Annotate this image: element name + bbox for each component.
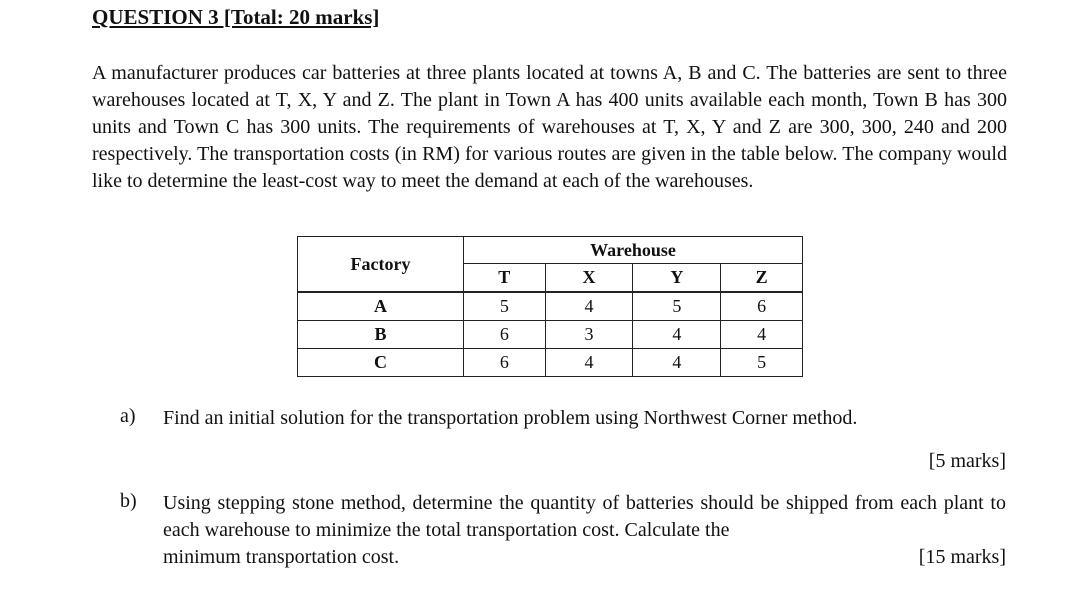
cost-cell: 4 xyxy=(545,292,633,321)
cost-cell: 6 xyxy=(464,349,546,377)
column-header-y: Y xyxy=(633,264,721,293)
cost-cell: 5 xyxy=(464,292,546,321)
table-row xyxy=(298,321,803,349)
question-b-text: Using stepping stone method, determine the quantity of batteries should be shipped from each plant to each warehouse to minimize the total transportation cost. Calculate the xyxy=(163,492,1006,541)
table-row xyxy=(298,292,803,321)
question-heading: QUESTION 3 [Total: 20 marks] xyxy=(92,5,380,29)
question-b-label: b) xyxy=(120,490,137,512)
row-label-b: B xyxy=(298,321,464,349)
cost-cell: 6 xyxy=(464,321,546,349)
cost-cell: 4 xyxy=(545,349,633,377)
question-a-text: Find an initial solution for the transportation problem using Northwest Corner method. xyxy=(163,407,858,429)
factory-header: Factory xyxy=(298,237,464,293)
column-header-z: Z xyxy=(721,264,803,293)
question-a-marks: [5 marks] xyxy=(928,450,1006,472)
transportation-cost-table xyxy=(297,236,803,377)
question-b-marks: [15 marks] xyxy=(918,546,1006,568)
question-b xyxy=(163,490,1006,571)
cost-cell: 6 xyxy=(721,292,803,321)
cost-cell: 4 xyxy=(721,321,803,349)
question-b-text-last-line: minimum transportation cost. xyxy=(163,546,400,568)
row-label-a: A xyxy=(298,292,464,321)
warehouse-header: Warehouse xyxy=(464,237,803,264)
cost-cell: 4 xyxy=(633,321,721,349)
table-row xyxy=(298,349,803,377)
cost-cell: 5 xyxy=(633,292,721,321)
problem-statement: A manufacturer produces car batteries at three plants located at towns A, B and C. The batteries are sent to three warehouses located at T, X, Y and Z. The plant in Town A has 400 units available each month, Town B has 300 units and Town C has 300 units. The requirements of warehouses at T, X, Y and Z are 300, 300, 240 and 200 respectively. The transportation costs (in RM) for various routes are given in the table below. The company would like to determine the least-cost way to meet the demand at each of the warehouses. xyxy=(92,62,1007,192)
cost-cell: 4 xyxy=(633,349,721,377)
column-header-x: X xyxy=(545,264,633,293)
cost-cell: 3 xyxy=(545,321,633,349)
row-label-c: C xyxy=(298,349,464,377)
question-a-label: a) xyxy=(120,405,136,427)
column-header-t: T xyxy=(464,264,546,293)
cost-cell: 5 xyxy=(721,349,803,377)
